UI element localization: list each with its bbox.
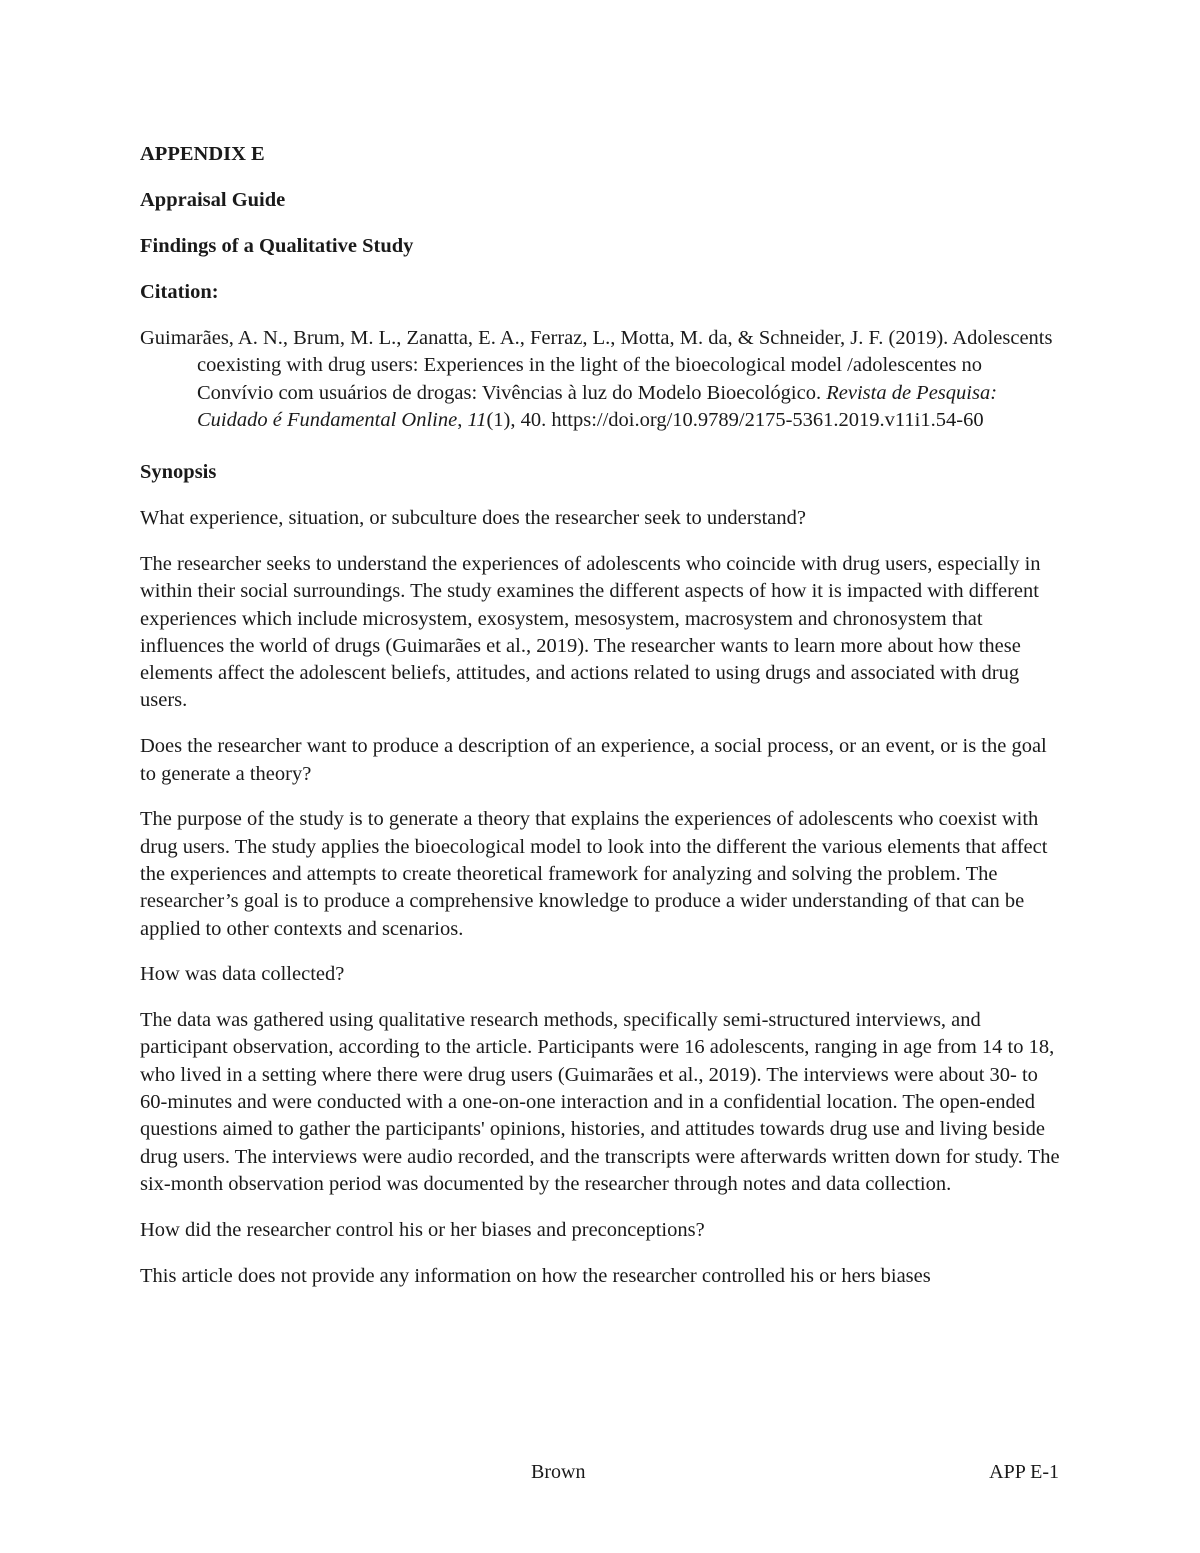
citation-issue-doi: (1), 40. https://doi.org/10.9789/2175-5361.2019.v11i1.54-60 xyxy=(486,409,984,432)
citation-heading: Citation: xyxy=(140,281,219,304)
question-experience: What experience, situation, or subculture does the researcher seek to understand? xyxy=(140,507,806,530)
question-data-collection: How was data collected? xyxy=(140,963,345,986)
question-goal: Does the researcher want to produce a description of an experience, a social process, or an event, or is the goal to generate a theory? xyxy=(140,735,1047,785)
appendix-heading: APPENDIX E xyxy=(140,143,265,165)
footer-page-number: APP E-1 xyxy=(989,1461,1059,1483)
citation-reference xyxy=(140,325,1060,434)
citation-volume: 11 xyxy=(467,409,487,432)
answer-experience: The researcher seeks to understand the experiences of adolescents who coincide with drug users, especially in within their social surroundings. The study examines the different aspects of how it is impacted with different experiences which include microsystem, exosystem, mesosystem, macrosystem and chronosystem that influences the world of drugs (Guimarães et al., 2019). The researcher wants to learn more about how these elements affect the adolescent beliefs, attitudes, and actions related to using drugs and associated with drug users. xyxy=(140,552,1041,712)
findings-heading: Findings of a Qualitative Study xyxy=(140,235,414,258)
page-content xyxy=(140,141,1060,1308)
citation-journal: Revista de Pesquisa: Cuidado é Fundamental Online xyxy=(197,381,998,432)
synopsis-heading: Synopsis xyxy=(140,461,217,484)
answer-biases: This article does not provide any information on how the researcher controlled his or hers biases xyxy=(140,1264,931,1287)
answer-data-collection: The data was gathered using qualitative research methods, specifically semi-structured interviews, and participant observation, according to the article. Participants were 16 adolescents, ranging in age from 14 to 18, who lived in a setting where there were drug users (Guimarães et al., 2019). The interviews were about 30- to 60-minutes and were conducted with a one-on-one interaction and in a confidential location. The open-ended questions aimed to gather the participants' opinions, histories, and attitudes towards drug use and living beside drug users. The interviews were audio recorded, and the transcripts were afterwards written down for study. The six-month observation period was documented by the researcher through notes and data collection. xyxy=(140,1009,1060,1195)
answer-goal: The purpose of the study is to generate a theory that explains the experiences of adolescents who coexist with drug users. The study applies the bioecological model to look into the different the various elements that affect the experiences and attempts to create theoretical framework for analyzing and solving the problem. The researcher’s goal is to produce a comprehensive knowledge to produce a wider understanding of that can be applied to other contexts and scenarios. xyxy=(140,808,1048,940)
citation-separator: , xyxy=(457,409,468,432)
footer-author: Brown xyxy=(531,1461,586,1483)
guide-heading: Appraisal Guide xyxy=(140,188,286,211)
question-biases: How did the researcher control his or her biases and preconceptions? xyxy=(140,1218,705,1241)
citation-authors-title: Guimarães, A. N., Brum, M. L., Zanatta, E. A., Ferraz, L., Motta, M. da, & Schneider, J. F. (2019). Adolescents coexisting with drug users: Experiences in the light of the bioecological model /adolescentes no Convívio com usuários de drogas: Vivências à luz do Modelo Bioecológico. xyxy=(140,327,1053,404)
